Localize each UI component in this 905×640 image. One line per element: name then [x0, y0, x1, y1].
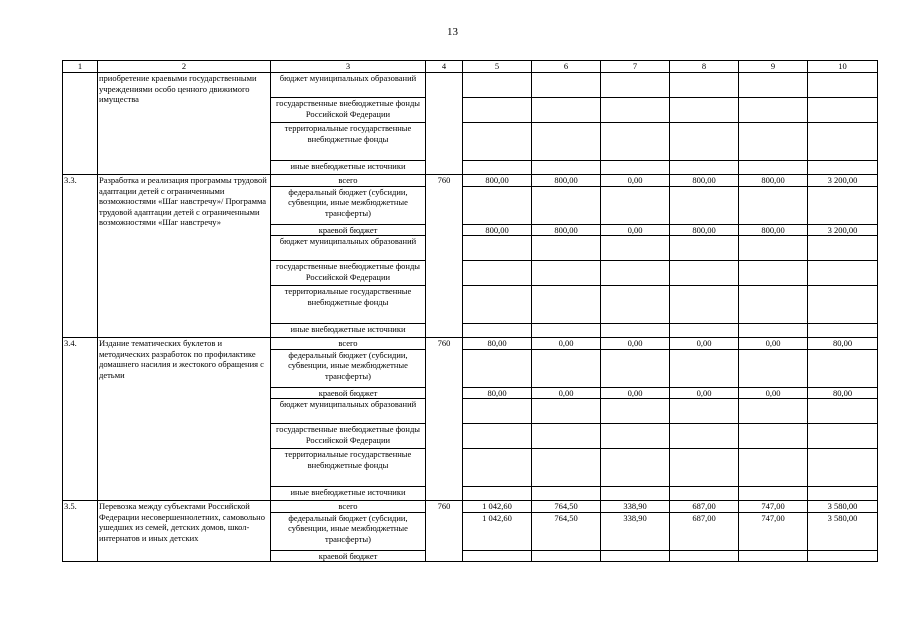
- source-territorial: территориальные государственные внебюджетные фонды: [271, 286, 426, 324]
- value-cell: 338,90: [601, 512, 670, 550]
- source-regional: краевой бюджет: [271, 387, 426, 399]
- value-cell: 80,00: [808, 338, 878, 350]
- value-cell: 0,00: [601, 387, 670, 399]
- value-cell: 687,00: [670, 512, 739, 550]
- column-header: 9: [739, 61, 808, 73]
- value-cell: 3 200,00: [808, 224, 878, 236]
- source-federal: федеральный бюджет (субсидии, субвенции, иные межбюджетные трансферты): [271, 512, 426, 550]
- code-cell: 760: [426, 175, 463, 338]
- column-header: 6: [532, 61, 601, 73]
- value-cell: 0,00: [601, 224, 670, 236]
- column-header: 8: [670, 61, 739, 73]
- item-name-cell: Разработка и реализация программы трудовой адаптации детей с ограниченными возможностями «Шаг навстречу»/ Программа трудовой адаптации детей с ограниченными возможностями «Шаг навстречу»: [98, 175, 271, 338]
- table-row: [63, 501, 878, 513]
- source-federal: федеральный бюджет (субсидии, субвенции, иные межбюджетные трансферты): [271, 186, 426, 224]
- column-header: 4: [426, 61, 463, 73]
- value-cell: 80,00: [808, 387, 878, 399]
- value-cell: 800,00: [670, 224, 739, 236]
- code-cell: [426, 73, 463, 175]
- value-cell: 800,00: [670, 175, 739, 187]
- table-row: [63, 73, 878, 98]
- value-cell: 80,00: [463, 387, 532, 399]
- column-header: 7: [601, 61, 670, 73]
- source-offbudget: государственные внебюджетные фонды Российской Федерации: [271, 424, 426, 449]
- item-number-cell: 3.4.: [63, 338, 98, 501]
- value-cell: 3 200,00: [808, 175, 878, 187]
- value-cell: 338,90: [601, 501, 670, 513]
- value-cell: 3 580,00: [808, 501, 878, 513]
- column-header: 5: [463, 61, 532, 73]
- source-territorial: территориальные государственные внебюджетные фонды: [271, 123, 426, 161]
- source-municipal: бюджет муниципальных образований: [271, 73, 426, 98]
- value-cell: 800,00: [739, 175, 808, 187]
- source-territorial: территориальные государственные внебюджетные фонды: [271, 449, 426, 487]
- code-cell: 760: [426, 338, 463, 501]
- value-cell: 0,00: [532, 338, 601, 350]
- value-cell: 747,00: [739, 512, 808, 550]
- item-number-cell: 3.5.: [63, 501, 98, 562]
- value-cell: 800,00: [739, 224, 808, 236]
- value-cell: 800,00: [532, 175, 601, 187]
- column-header: 1: [63, 61, 98, 73]
- value-cell: 0,00: [601, 338, 670, 350]
- value-cell: 0,00: [670, 387, 739, 399]
- item-name-cell: Перевозка между субъектами Российской Федерации несовершеннолетних, самовольно ушедших из семей, детских домов, школ-интернатов и иных детских: [98, 501, 271, 562]
- source-other: иные внебюджетные источники: [271, 161, 426, 175]
- table-header-row: [63, 61, 878, 73]
- value-cell: 0,00: [532, 387, 601, 399]
- item-name-cell: Издание тематических буклетов и методических разработок по профилактике домашнего насилия и жестокого обращения с детьми: [98, 338, 271, 501]
- value-cell: 1 042,60: [463, 501, 532, 513]
- value-cell: 0,00: [670, 338, 739, 350]
- value-cell: 0,00: [739, 338, 808, 350]
- source-total: всего: [271, 175, 426, 187]
- value-cell: 764,50: [532, 512, 601, 550]
- value-cell: 747,00: [739, 501, 808, 513]
- column-header: 10: [808, 61, 878, 73]
- value-cell: 0,00: [739, 387, 808, 399]
- table-row: [63, 175, 878, 187]
- value-cell: 800,00: [532, 224, 601, 236]
- source-municipal: бюджет муниципальных образований: [271, 236, 426, 261]
- source-regional: краевой бюджет: [271, 550, 426, 562]
- column-header: 3: [271, 61, 426, 73]
- value-cell: 687,00: [670, 501, 739, 513]
- item-number-cell: 3.3.: [63, 175, 98, 338]
- value-cell: 0,00: [601, 175, 670, 187]
- value-cell: 1 042,60: [463, 512, 532, 550]
- value-cell: 3 580,00: [808, 512, 878, 550]
- source-total: всего: [271, 338, 426, 350]
- code-cell: 760: [426, 501, 463, 562]
- value-cell: 764,50: [532, 501, 601, 513]
- value-cell: 800,00: [463, 224, 532, 236]
- item-name-cell: приобретение краевыми государственными учреждениями особо ценного движимого имущества: [98, 73, 271, 175]
- page-number: 13: [447, 26, 458, 38]
- item-number-cell: [63, 73, 98, 175]
- source-offbudget: государственные внебюджетные фонды Российской Федерации: [271, 261, 426, 286]
- source-offbudget: государственные внебюджетные фонды Российской Федерации: [271, 98, 426, 123]
- budget-table: [62, 60, 878, 562]
- source-regional: краевой бюджет: [271, 224, 426, 236]
- source-other: иные внебюджетные источники: [271, 324, 426, 338]
- value-cell: 800,00: [463, 175, 532, 187]
- column-header: 2: [98, 61, 271, 73]
- value-cell: 80,00: [463, 338, 532, 350]
- table-row: [63, 338, 878, 350]
- source-total: всего: [271, 501, 426, 513]
- source-municipal: бюджет муниципальных образований: [271, 399, 426, 424]
- source-federal: федеральный бюджет (субсидии, субвенции, иные межбюджетные трансферты): [271, 349, 426, 387]
- source-other: иные внебюджетные источники: [271, 487, 426, 501]
